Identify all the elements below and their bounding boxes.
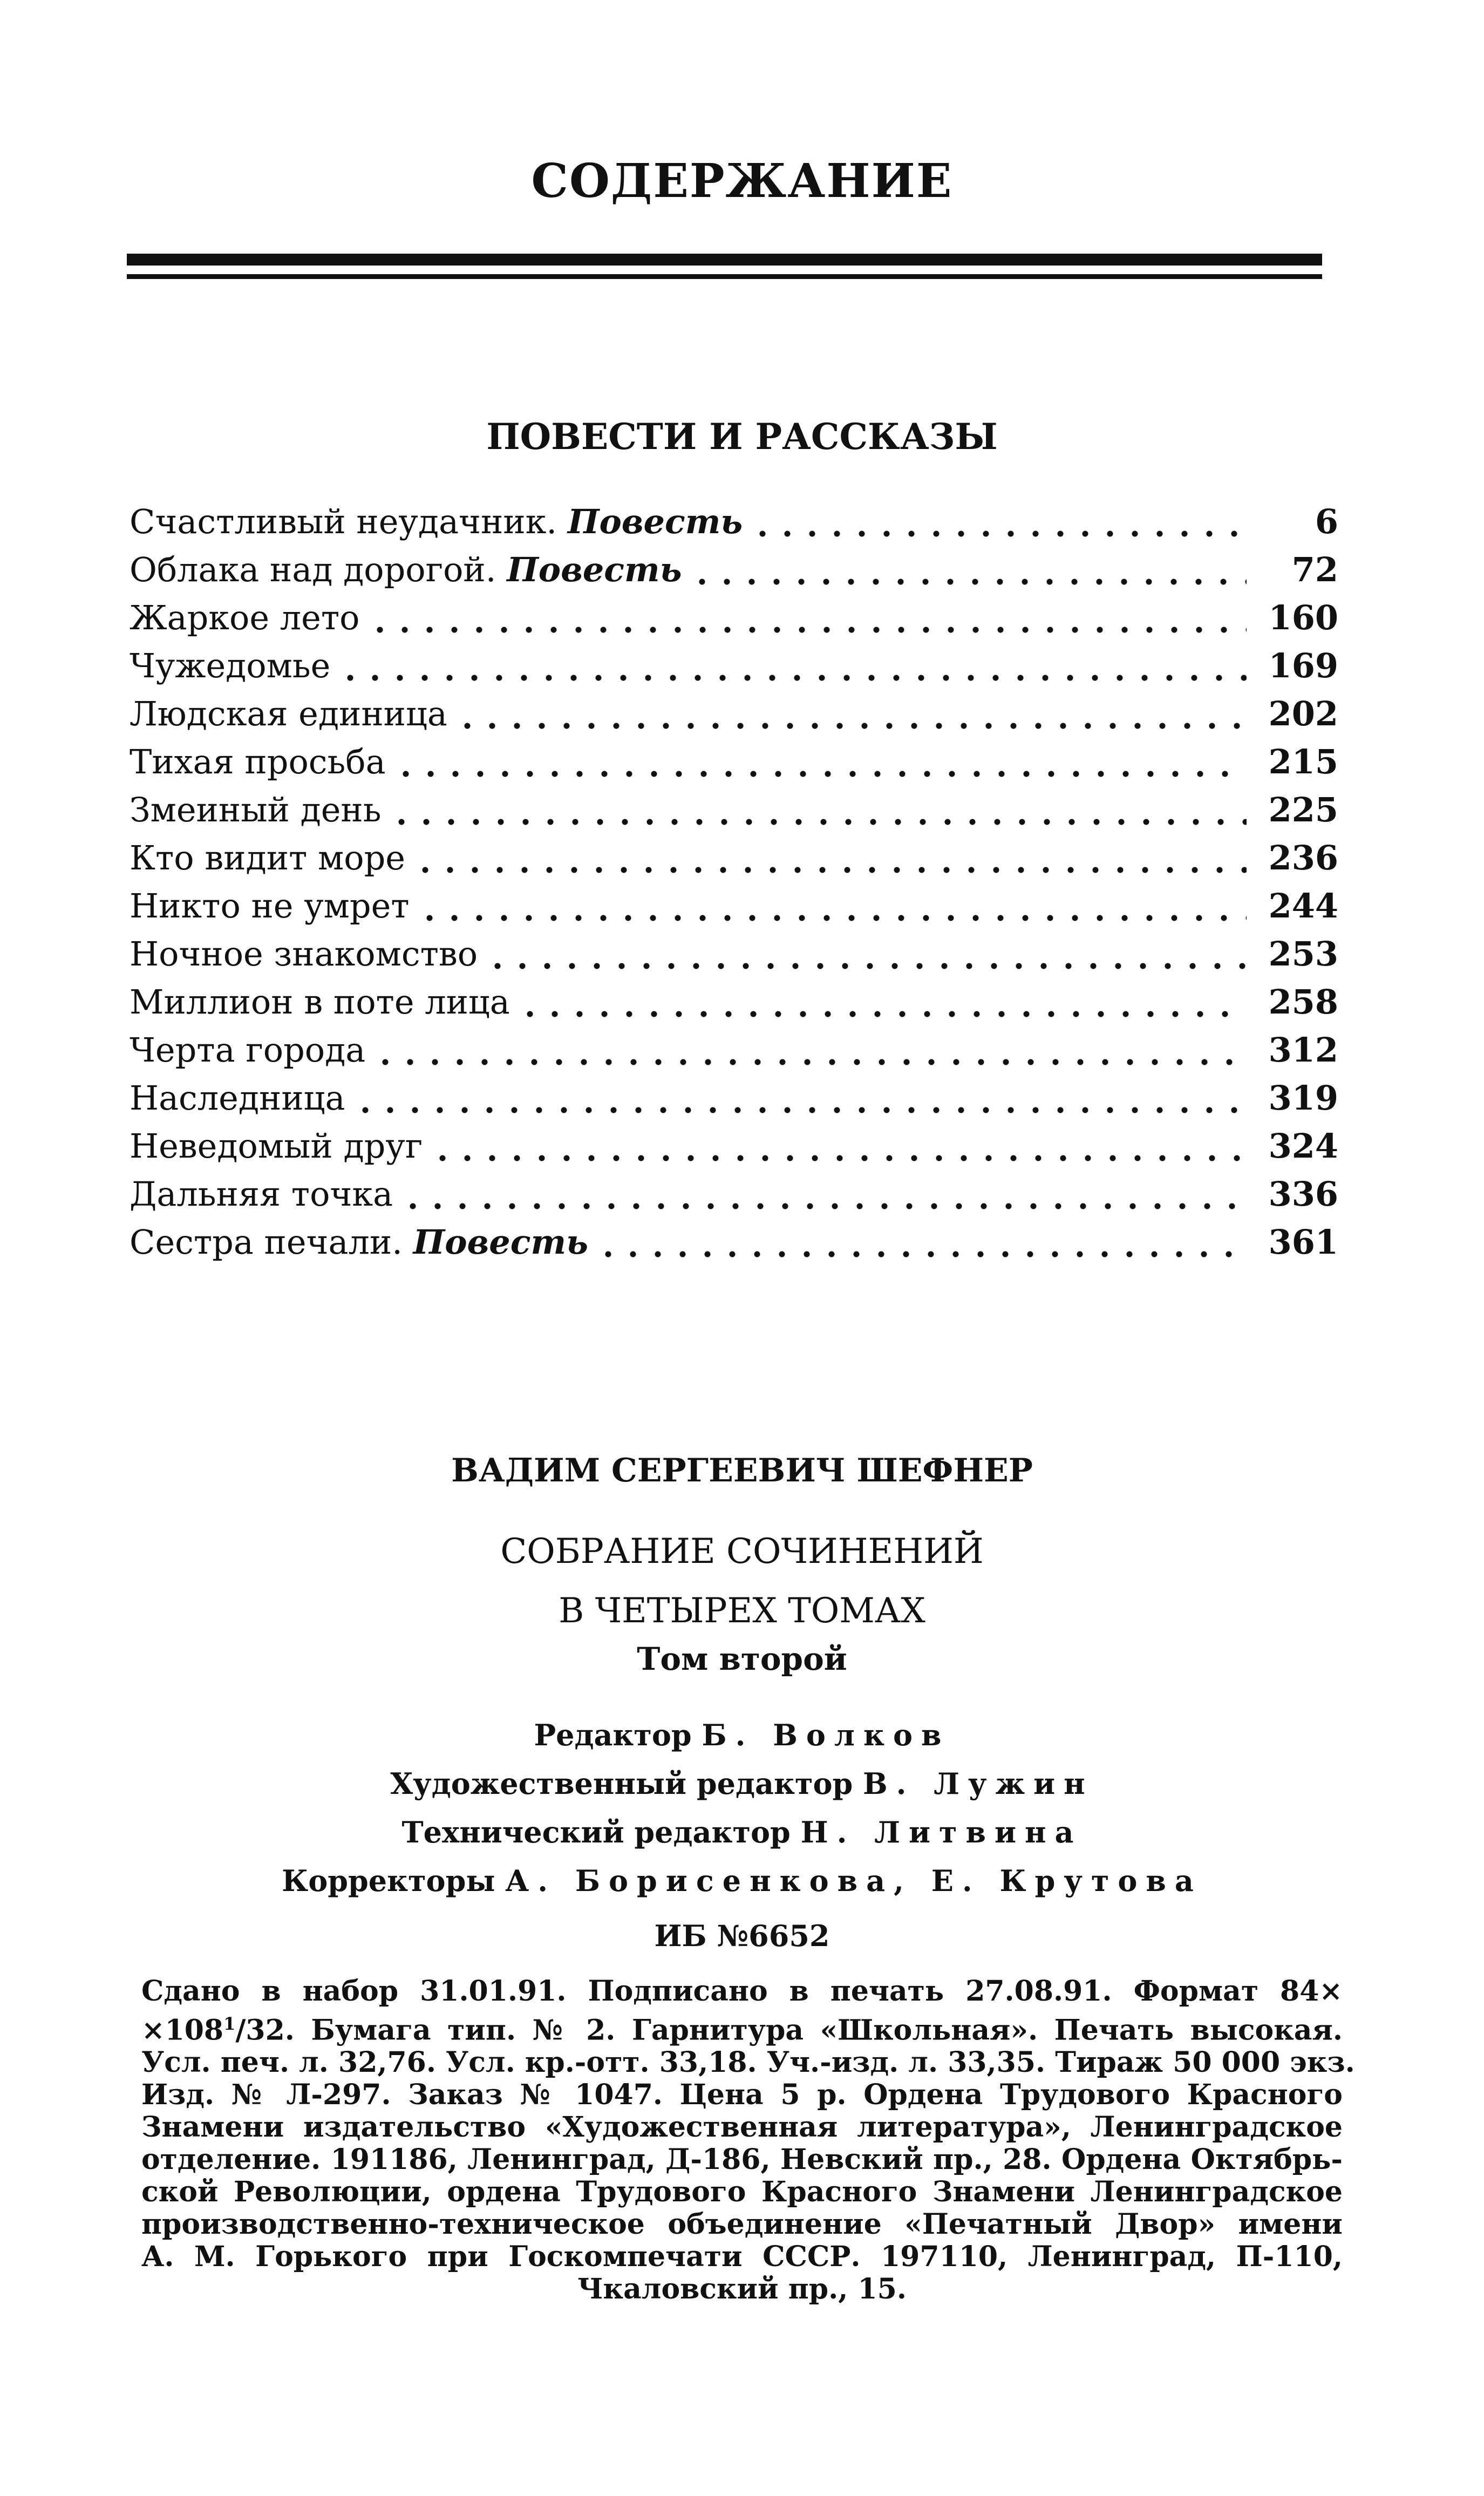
toc-page-number: 244 bbox=[1268, 886, 1338, 926]
toc-leader-dots bbox=[455, 721, 1247, 731]
toc-leader-dots bbox=[389, 817, 1247, 827]
toc-entry-title bbox=[130, 790, 382, 829]
toc-entry bbox=[130, 550, 1338, 598]
toc-entry-title bbox=[130, 502, 743, 541]
imprint-format-value: ×108 bbox=[141, 2014, 224, 2047]
imprint-format-sup: 1 bbox=[223, 2014, 236, 2034]
toc-page-number: 336 bbox=[1268, 1174, 1338, 1214]
author-name: ВАДИМ СЕРГЕЕВИЧ ШЕФНЕР bbox=[451, 1452, 1033, 1490]
imprint-line: Чкаловский пр., 15. bbox=[577, 2273, 907, 2306]
toc-title-text: Облака над дорогой. bbox=[130, 550, 496, 589]
toc-page-number: 169 bbox=[1268, 646, 1338, 685]
work-title-line1: СОБРАНИЕ СОЧИНЕНИЙ bbox=[500, 1532, 984, 1572]
toc-entry-title bbox=[130, 1126, 423, 1166]
imprint-block bbox=[141, 1975, 1355, 2306]
imprint-format-rest: /32. Бумага тип. № 2. Гарнитура «Школьная». Печать высокая. bbox=[235, 2014, 1343, 2047]
toc-page-number: 202 bbox=[1268, 694, 1338, 733]
toc-entry bbox=[130, 598, 1338, 646]
imprint-line: ской Революции, ордена Трудового Красного Знамени Ленинградское bbox=[141, 2175, 1343, 2209]
toc-entry bbox=[130, 934, 1338, 982]
imprint-line: производственно-техническое объединение «Печатный Двор» имени bbox=[141, 2208, 1343, 2241]
toc-page-number: 160 bbox=[1268, 598, 1338, 637]
toc-title-text: Миллион в поте лица bbox=[130, 982, 510, 1022]
toc-leader-dots bbox=[393, 769, 1247, 779]
toc-entry bbox=[130, 1126, 1338, 1174]
credit-proofreaders bbox=[0, 1856, 1484, 1905]
toc-title-text: Людская единица bbox=[130, 694, 447, 733]
toc-entry bbox=[130, 502, 1338, 550]
credit-person: В. Лужин bbox=[863, 1766, 1094, 1801]
toc-leader-dots bbox=[413, 865, 1247, 875]
imprint-line: Знамени издательство «Художественная литература», Ленинградское bbox=[141, 2111, 1343, 2144]
toc-title-text: Счастливый неудачник. bbox=[130, 502, 557, 541]
credit-role: Редактор bbox=[534, 1718, 692, 1752]
work-title bbox=[0, 1522, 1484, 1641]
toc-entry-title bbox=[130, 646, 330, 685]
imprint-line: отделение. 191186, Ленинград, Д-186, Невский пр., 28. Ордена Октябрь- bbox=[141, 2143, 1343, 2177]
credit-person: А. Борисенкова, Е. Крутова bbox=[505, 1864, 1202, 1898]
toc-leader-dots bbox=[596, 1249, 1247, 1259]
toc-title-text: Черта города bbox=[130, 1030, 366, 1070]
imprint-line: Сдано в набор 31.01.91. Подписано в печать 27.08.91. Формат 84× bbox=[141, 1975, 1343, 2008]
toc-entry-title bbox=[130, 1030, 365, 1070]
toc-page-number: 215 bbox=[1268, 742, 1338, 781]
credit-role: Технический редактор bbox=[401, 1815, 791, 1849]
toc-page-number: 6 bbox=[1315, 502, 1338, 541]
toc-entry-kind: Повесть bbox=[567, 502, 743, 541]
volume-label: Том второй bbox=[637, 1641, 847, 1677]
toc-entry bbox=[130, 646, 1338, 694]
toc-title-text: Неведомый друг bbox=[130, 1126, 423, 1166]
toc-leader-dots bbox=[373, 1057, 1247, 1067]
ib-number: ИБ №6652 bbox=[654, 1919, 830, 1953]
toc-entry bbox=[130, 790, 1338, 838]
toc-title-text: Чужедомье bbox=[130, 646, 331, 685]
toc-page-number: 258 bbox=[1268, 982, 1338, 1022]
credit-role: Художественный редактор bbox=[390, 1766, 853, 1801]
credit-person: Н. Литвина bbox=[800, 1815, 1083, 1849]
toc-page-number: 361 bbox=[1268, 1222, 1338, 1262]
toc-entry-title bbox=[130, 982, 510, 1022]
toc-page-number: 312 bbox=[1268, 1030, 1338, 1070]
credit-editor bbox=[0, 1711, 1484, 1759]
toc-entry bbox=[130, 1078, 1338, 1126]
toc-title-text: Тихая просьба bbox=[130, 742, 386, 781]
toc-entry-title bbox=[130, 1222, 588, 1262]
toc-entry-kind: Повесть bbox=[507, 550, 682, 589]
toc-title-text: Жаркое лето bbox=[130, 598, 360, 637]
toc-page-number: 324 bbox=[1268, 1126, 1338, 1166]
toc-page-number: 225 bbox=[1268, 790, 1338, 829]
toc-title-text: Кто видит море bbox=[130, 838, 405, 878]
title-rule-thin bbox=[127, 274, 1322, 279]
toc-entry-title bbox=[130, 1174, 393, 1214]
toc-title-text: Никто не умрет bbox=[130, 886, 410, 926]
toc-entry bbox=[130, 1030, 1338, 1078]
toc-entry-title bbox=[130, 838, 405, 878]
toc-title-text: Сестра печали. bbox=[130, 1222, 403, 1262]
imprint-line: Изд. № Л-297. Заказ № 1047. Цена 5 р. Ордена Трудового Красного bbox=[141, 2078, 1343, 2112]
toc-entry bbox=[130, 694, 1338, 742]
toc-leader-dots bbox=[430, 1153, 1247, 1163]
toc-leader-dots bbox=[353, 1105, 1247, 1115]
work-title-line2: В ЧЕТЫРЕХ ТОМАХ bbox=[559, 1591, 925, 1631]
imprint-line-format bbox=[141, 2008, 1343, 2046]
toc-entry bbox=[130, 742, 1338, 790]
imprint-line: Усл. печ. л. 32,76. Усл. кр.-отт. 33,18. Уч.-изд. л. 33,35. Тираж 50 000 экз. bbox=[141, 2046, 1355, 2079]
toc-entry-kind: Повесть bbox=[413, 1222, 588, 1262]
toc-entry-title bbox=[130, 886, 410, 926]
toc-leader-dots bbox=[750, 529, 1247, 539]
toc-leader-dots bbox=[338, 673, 1247, 683]
toc-page-number: 319 bbox=[1268, 1078, 1338, 1118]
toc-leader-dots bbox=[400, 1201, 1247, 1211]
credits bbox=[0, 1711, 1484, 1905]
table-of-contents bbox=[130, 502, 1338, 1270]
toc-entry-title bbox=[130, 934, 478, 974]
toc-leader-dots bbox=[367, 625, 1247, 635]
toc-entry bbox=[130, 982, 1338, 1030]
toc-leader-dots bbox=[417, 913, 1247, 923]
toc-leader-dots bbox=[485, 961, 1247, 971]
credit-art-editor bbox=[0, 1759, 1484, 1808]
page-title: СОДЕРЖАНИЕ bbox=[531, 154, 953, 208]
toc-title-text: Наследница bbox=[130, 1078, 345, 1118]
toc-page-number: 72 bbox=[1291, 550, 1338, 589]
toc-page-number: 253 bbox=[1268, 934, 1338, 974]
toc-entry bbox=[130, 886, 1338, 934]
toc-leader-dots bbox=[518, 1009, 1247, 1019]
toc-title-text: Ночное знакомство bbox=[130, 934, 478, 974]
toc-entry-title bbox=[130, 742, 386, 781]
toc-page-number: 236 bbox=[1268, 838, 1338, 878]
toc-entry-title bbox=[130, 1078, 345, 1118]
toc-entry bbox=[130, 838, 1338, 886]
toc-title-text: Змеиный день bbox=[130, 790, 382, 829]
toc-title-text: Дальняя точка bbox=[130, 1174, 393, 1214]
credit-tech-editor bbox=[0, 1808, 1484, 1856]
toc-entry bbox=[130, 1174, 1338, 1222]
credit-person: Б. Волков bbox=[702, 1718, 950, 1752]
toc-entry-title bbox=[130, 550, 682, 589]
toc-entry bbox=[130, 1222, 1338, 1270]
section-heading: ПОВЕСТИ И РАССКАЗЫ bbox=[486, 416, 998, 458]
toc-entry-title bbox=[130, 694, 447, 733]
imprint-line: А. М. Горького при Госкомпечати СССР. 197110, Ленинград, П-110, bbox=[141, 2240, 1343, 2274]
toc-leader-dots bbox=[690, 577, 1247, 587]
title-rule-thick bbox=[127, 254, 1322, 266]
toc-entry-title bbox=[130, 598, 360, 637]
credit-role: Корректоры bbox=[282, 1864, 495, 1898]
